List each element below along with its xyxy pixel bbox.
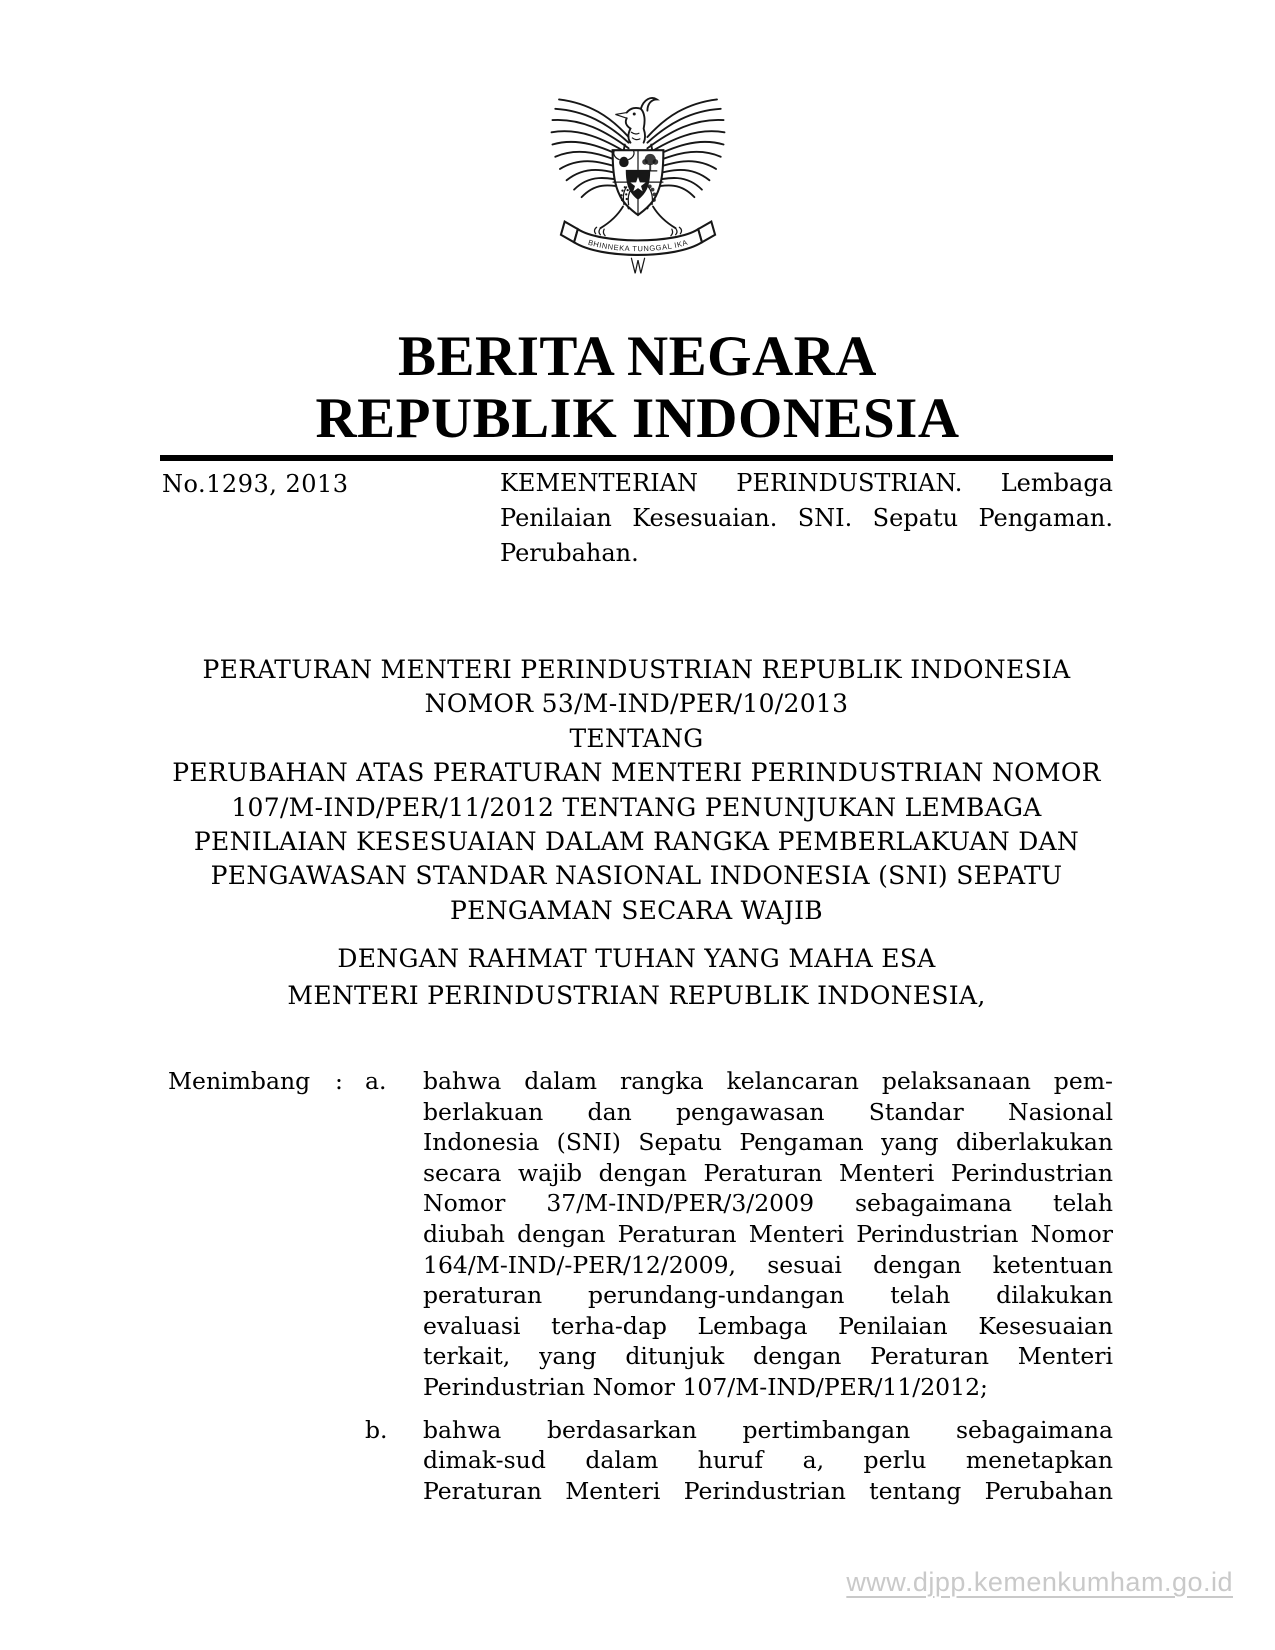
masthead-title-line1: BERITA NEGARA <box>398 325 877 388</box>
gazette-number: No.1293, 2013 <box>162 470 349 498</box>
text-line: 164/M-IND/-PER/12/2009, sesuai dengan ketentuan <box>423 1250 1113 1279</box>
considerations-label: Menimbang <box>168 1067 311 1095</box>
consideration-item-b <box>365 1415 1113 1507</box>
item-text <box>423 1066 1113 1403</box>
masthead-title <box>0 326 1275 450</box>
masthead-rule <box>160 455 1113 461</box>
preamble-authority: MENTERI PERINDUSTRIAN REPUBLIK INDONESIA, <box>287 981 986 1010</box>
text-line: 107/M-IND/PER/11/2012 TENTANG PENUNJUKAN LEMBAGA <box>231 792 1042 822</box>
item-text <box>423 1415 1113 1507</box>
text-line: PENILAIAN KESESUAIAN DALAM RANGKA PEMBERLAKUAN DAN <box>193 827 1080 857</box>
ribbon-motto-text: BHINNEKA TUNGGAL IKA <box>587 237 689 254</box>
item-marker: a. <box>365 1067 387 1095</box>
regulation-title <box>160 653 1113 928</box>
text-line: Penilaian Kesesuaian. SNI. Sepatu Pengaman. <box>500 504 1113 532</box>
text-line: diubah dengan Peraturan Menteri Perindustrian Nomor <box>423 1219 1113 1248</box>
footer-watermark-link[interactable]: www.djpp.kemenkumham.go.id <box>846 1567 1233 1597</box>
preamble <box>160 940 1113 1014</box>
text-line: TENTANG <box>569 723 704 753</box>
text-line: Perubahan. <box>500 539 639 567</box>
text-line: NOMOR 53/M-IND/PER/10/2013 <box>424 689 849 719</box>
bhinneka-ribbon <box>561 222 715 255</box>
masthead-title-line2: REPUBLIK INDONESIA <box>315 387 960 450</box>
text-line: PERUBAHAN ATAS PERATURAN MENTERI PERINDUSTRIAN NOMOR <box>172 758 1101 788</box>
consideration-item-a <box>365 1066 1113 1403</box>
considerations-section <box>168 1066 1113 1506</box>
text-line: bahwa dalam rangka kelancaran pelaksanaan pem- <box>423 1067 1113 1095</box>
text-line: evaluasi terha-dap Lembaga Penilaian Kesesuaian <box>423 1311 1113 1340</box>
item-marker: b. <box>365 1415 388 1444</box>
text-line: peraturan perundang-undangan telah dilakukan <box>423 1281 1113 1310</box>
considerations-items <box>365 1066 1113 1506</box>
text-line: dimak-sud dalam huruf a, perlu menetapkan <box>423 1446 1113 1475</box>
text-line: PERATURAN MENTERI PERINDUSTRIAN REPUBLIK INDONESIA <box>202 655 1071 684</box>
text-line: PENGAMAN SECARA WAJIB <box>450 895 823 925</box>
text-line: Peraturan Menteri Perindustrian tentang Perubahan <box>423 1476 1113 1505</box>
considerations-separator: : <box>335 1067 343 1095</box>
text-line: KEMENTERIAN PERINDUSTRIAN. Lembaga <box>500 469 1113 497</box>
text-line: Perindustrian Nomor 107/M-IND/PER/11/2012; <box>423 1372 988 1401</box>
text-line: Nomor 37/M-IND/PER/3/2009 sebagaimana telah <box>423 1189 1113 1218</box>
text-line: secara wajib dengan Peraturan Menteri Perindustrian <box>423 1158 1113 1187</box>
gazette-subject <box>500 466 1113 571</box>
text-line: PENGAWASAN STANDAR NASIONAL INDONESIA (SNI) SEPATU <box>210 861 1063 891</box>
text-line: berlakuan dan pengawasan Standar Nasional <box>423 1097 1113 1126</box>
text-line: Indonesia (SNI) Sepatu Pengaman yang diberlakukan <box>423 1128 1113 1157</box>
garuda-tail <box>631 258 644 273</box>
garuda-pancasila-emblem <box>542 90 734 278</box>
preamble-invocation: DENGAN RAHMAT TUHAN YANG MAHA ESA <box>337 944 936 973</box>
pancasila-shield <box>613 150 664 215</box>
text-line: terkait, yang ditunjuk dengan Peraturan Menteri <box>423 1342 1113 1371</box>
text-line: bahwa berdasarkan pertimbangan sebagaimana <box>423 1415 1113 1444</box>
